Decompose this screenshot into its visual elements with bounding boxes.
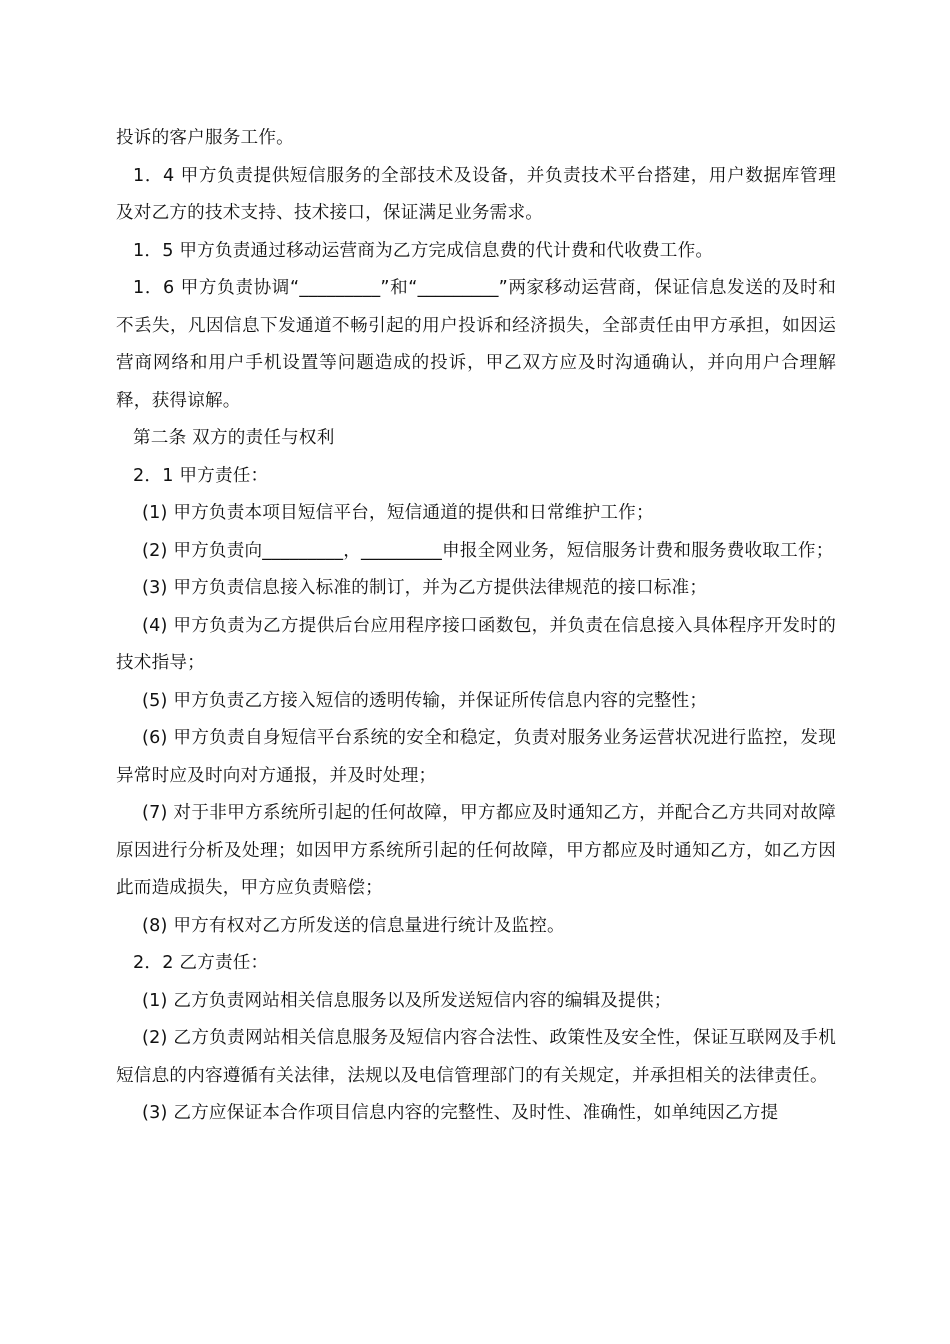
clause-2-1-heading: 2．1 甲方责任： — [133, 465, 269, 486]
clause-2-2-heading: 2．2 乙方责任： — [133, 953, 269, 973]
party-a-item-3: (3) 甲方负责信息接入标准的制订，并为乙方提供法律规范的接口标准； — [142, 578, 708, 598]
party-a-item-8: (8) 甲方有权对乙方所发送的信息量进行统计及监控。 — [142, 915, 565, 936]
paragraph-continuation: 投诉的客户服务工作。 — [116, 128, 294, 148]
clause-1-6: 1．6 甲方负责协调“_________”和“_________”两家移动运营商，保证信息发送的及时和不丢失，凡因信息下发通道不畅引起的用户投诉和经济损失，全部责任由甲方承担，如因运营商网络和用户手机设置等问题造成的投诉，甲乙双方应及时沟通确认，并向用户合理解释，获得谅解。 — [116, 278, 836, 411]
party-a-item-5: (5) 甲方负责乙方接入短信的透明传输，并保证所传信息内容的完整性； — [142, 690, 708, 711]
clause-1-5: 1．5 甲方负责通过移动运营商为乙方完成信息费的代计费和代收费工作。 — [133, 240, 714, 261]
party-a-item-1: (1) 甲方负责本项目短信平台，短信通道的提供和日常维护工作； — [142, 503, 654, 523]
article-2-heading: 第二条 双方的责任与权利 — [133, 428, 335, 448]
party-b-item-2: (2) 乙方负责网站相关信息服务及短信内容合法性、政策性及安全性，保证互联网及手机短信息的内容遵循有关法律，法规以及电信管理部门的有关规定，并承担相关的法律责任。 — [116, 1028, 836, 1086]
party-a-item-4: (4) 甲方负责为乙方提供后台应用程序接口函数包，并负责在信息接入具体程序开发时的技术指导； — [116, 615, 836, 673]
party-a-item-6: (6) 甲方负责自身短信平台系统的安全和稳定，负责对服务业务运营状况进行监控，发现异常时应及时向对方通报，并及时处理； — [116, 728, 836, 786]
document-page — [116, 120, 836, 1133]
party-a-item-7: (7) 对于非甲方系统所引起的任何故障，甲方都应及时通知乙方，并配合乙方共同对故障原因进行分析及处理；如因甲方系统所引起的任何故障，甲方都应及时通知乙方，如乙方因此而造成损失，甲方应负责赔偿； — [116, 803, 836, 898]
party-a-item-2: (2) 甲方负责向_________，_________申报全网业务，短信服务计费和服务费收取工作； — [142, 540, 834, 561]
party-b-item-1: (1) 乙方负责网站相关信息服务以及所发送短信内容的编辑及提供； — [142, 990, 672, 1011]
party-b-item-3: (3) 乙方应保证本合作项目信息内容的完整性、及时性、准确性，如单纯因乙方提 — [142, 1103, 779, 1123]
clause-1-4: 1．4 甲方负责提供短信服务的全部技术及设备，并负责技术平台搭建，用户数据库管理及对乙方的技术支持、技术接口，保证满足业务需求。 — [116, 165, 836, 223]
